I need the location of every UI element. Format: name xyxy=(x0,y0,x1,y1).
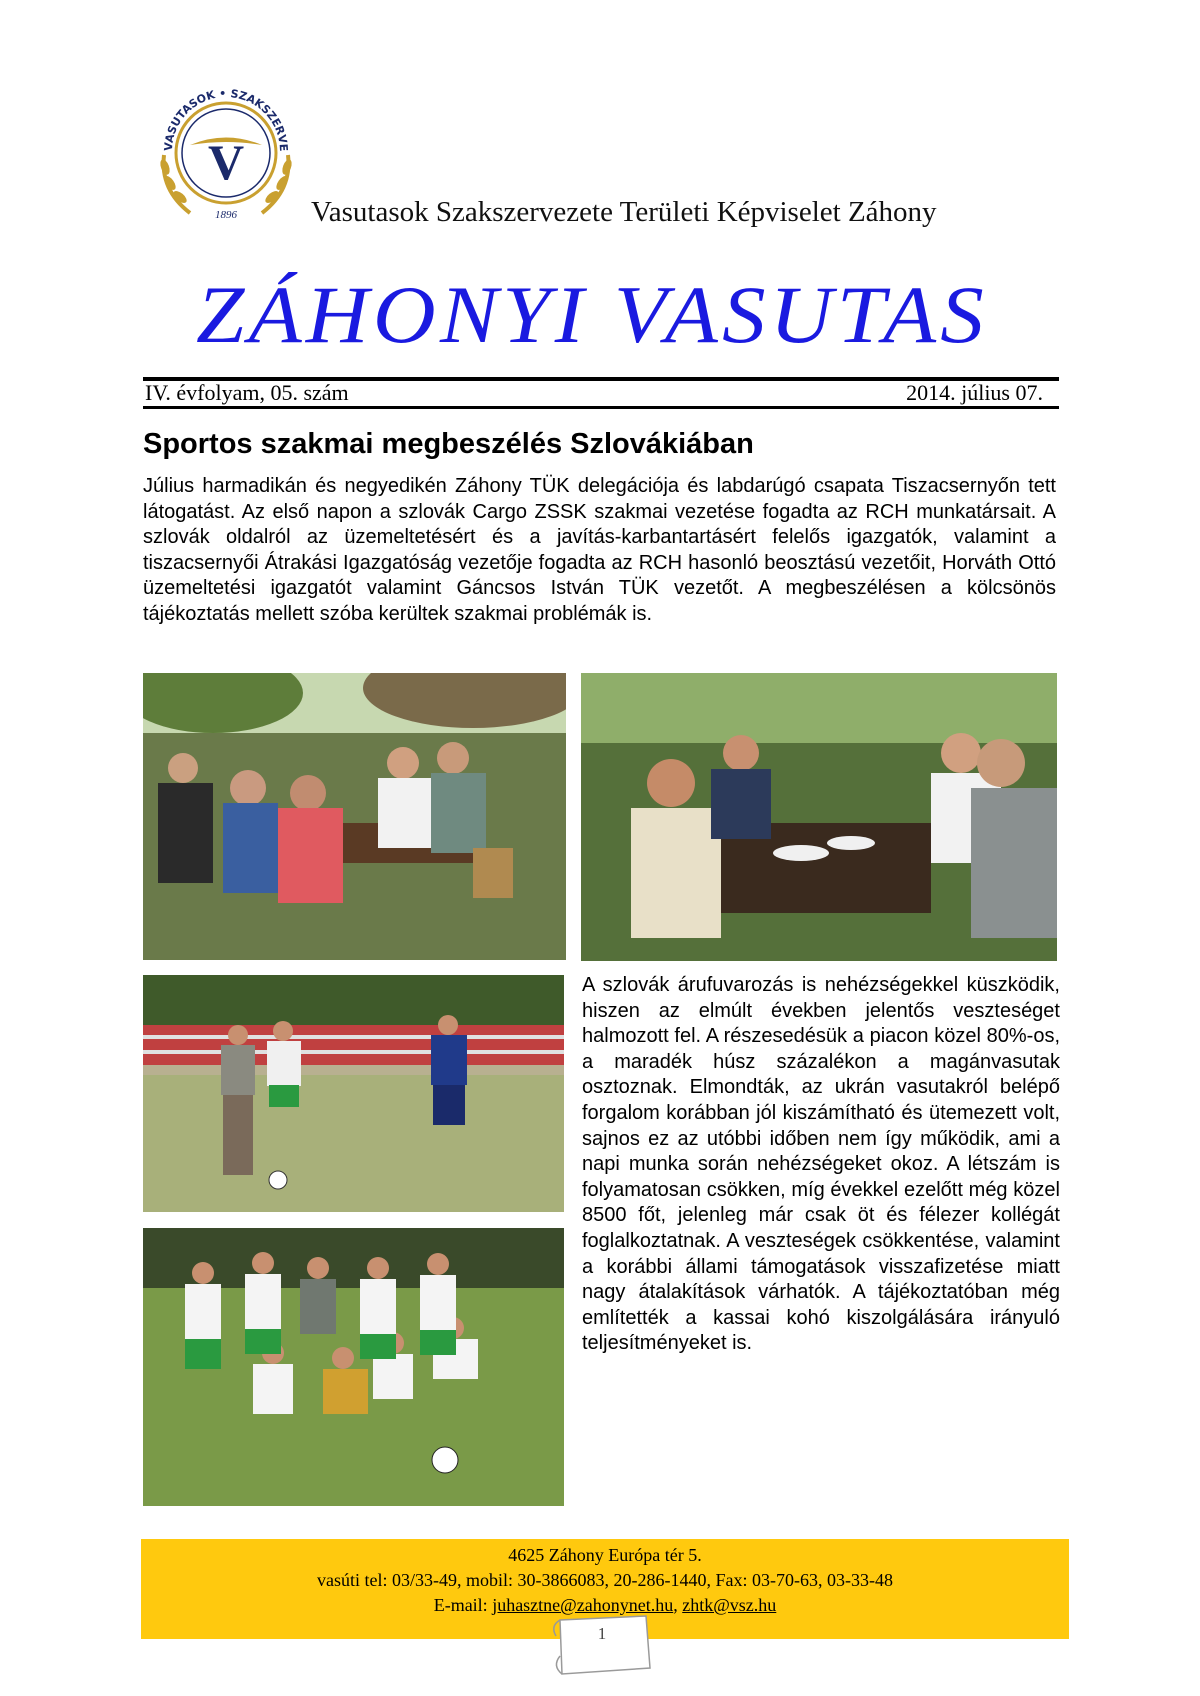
photo-picnic-table-right xyxy=(581,673,1057,961)
union-logo xyxy=(150,75,302,227)
footer-phones: vasúti tel: 03/33-49, mobil: 30-3866083, 20-286-1440, Fax: 03-70-63, 03-33-48 xyxy=(317,1570,893,1590)
photo-team-group xyxy=(143,1228,564,1506)
footer-address: 4625 Záhony Európa tér 5. xyxy=(508,1545,702,1565)
issue-line xyxy=(143,381,1043,405)
footer-email-label: E-mail: xyxy=(433,1595,488,1615)
photo-football-kickoff xyxy=(143,975,564,1212)
footer-email-separator: , xyxy=(673,1595,678,1615)
email-link-juhasztne[interactable]: juhasztne@zahonynet.hu xyxy=(492,1595,674,1615)
newsletter-title: ZÁHONYI VASUTAS xyxy=(196,269,988,360)
article-headline: Sportos szakmai megbeszélés Szlovákiában xyxy=(143,428,754,460)
page-number: 1 xyxy=(597,1624,607,1643)
logo-letter: V xyxy=(207,134,245,190)
header-rule-bottom xyxy=(143,406,1059,409)
email-link-zhtk[interactable]: zhtk@vsz.hu xyxy=(682,1595,777,1615)
organization-name: Vasutasok Szakszervezete Területi Képviselet Záhony xyxy=(311,196,937,228)
photo-picnic-table-left xyxy=(143,673,566,960)
logo-ring-text: VASUTASOK • SZAKSZERVE xyxy=(161,86,291,152)
page-number-scroll-icon xyxy=(546,1606,658,1682)
logo-year: 1896 xyxy=(215,209,237,221)
article-body: A szlovák árufuvarozás is nehézségekkel küszködik, hiszen az elmúlt években jelentős veszteséget halmozott fel. A részesedésük a piacon közel 80%-os, a maradék húsz százalékon a magánvasutak osztoznak. Elmondták, az ukrán vasutakról belépő forgalom korábban jól kiszámítható és ütemezett volt, sajnos ez az utóbbi időben nem így működik, ami a napi munka során nehézségeket okoz. A létszám is folyamatosan csökken, míg évekkel ezelőtt még közel 8500 főt, jelenleg már csak öt és félezer kollégát foglalkoztatnak. A veszteségek csökkentése, valamint a korábbi állami támogatások visszafizetése miatt nagy átalakítások várhatók. A tájékoztatóban még említették a kassai kohó kiszolgálására irányuló teljesítményeket is. xyxy=(582,974,1060,1355)
issue-date: 2014. július 07. xyxy=(906,380,1043,405)
article-intro: Július harmadikán és negyedikén Záhony TÜK delegációja és labdarúgó csapata Tiszacsernyőn tett látogatást. Az első napon a szlovák Cargo ZSSK szakmai vezetése fogadta az RCH munkatársait. A szlovák oldalról az üzemeltetésért és a javítás-karbantartásért felelős igazgatók, valamint a tiszacsernyői Átrakási Igazgatóság vezetője fogadta az RCH hasonló beosztású vezetőit, Horváth Ottó üzemeltetési igazgatót valamint Gáncsos István TÜK vezetőt. A megbeszélésen a kölcsönös tájékoztatás mellett szóba kerültek szakmai problémák is. xyxy=(143,475,1056,625)
issue-volume: IV. évfolyam, 05. szám xyxy=(145,380,349,405)
